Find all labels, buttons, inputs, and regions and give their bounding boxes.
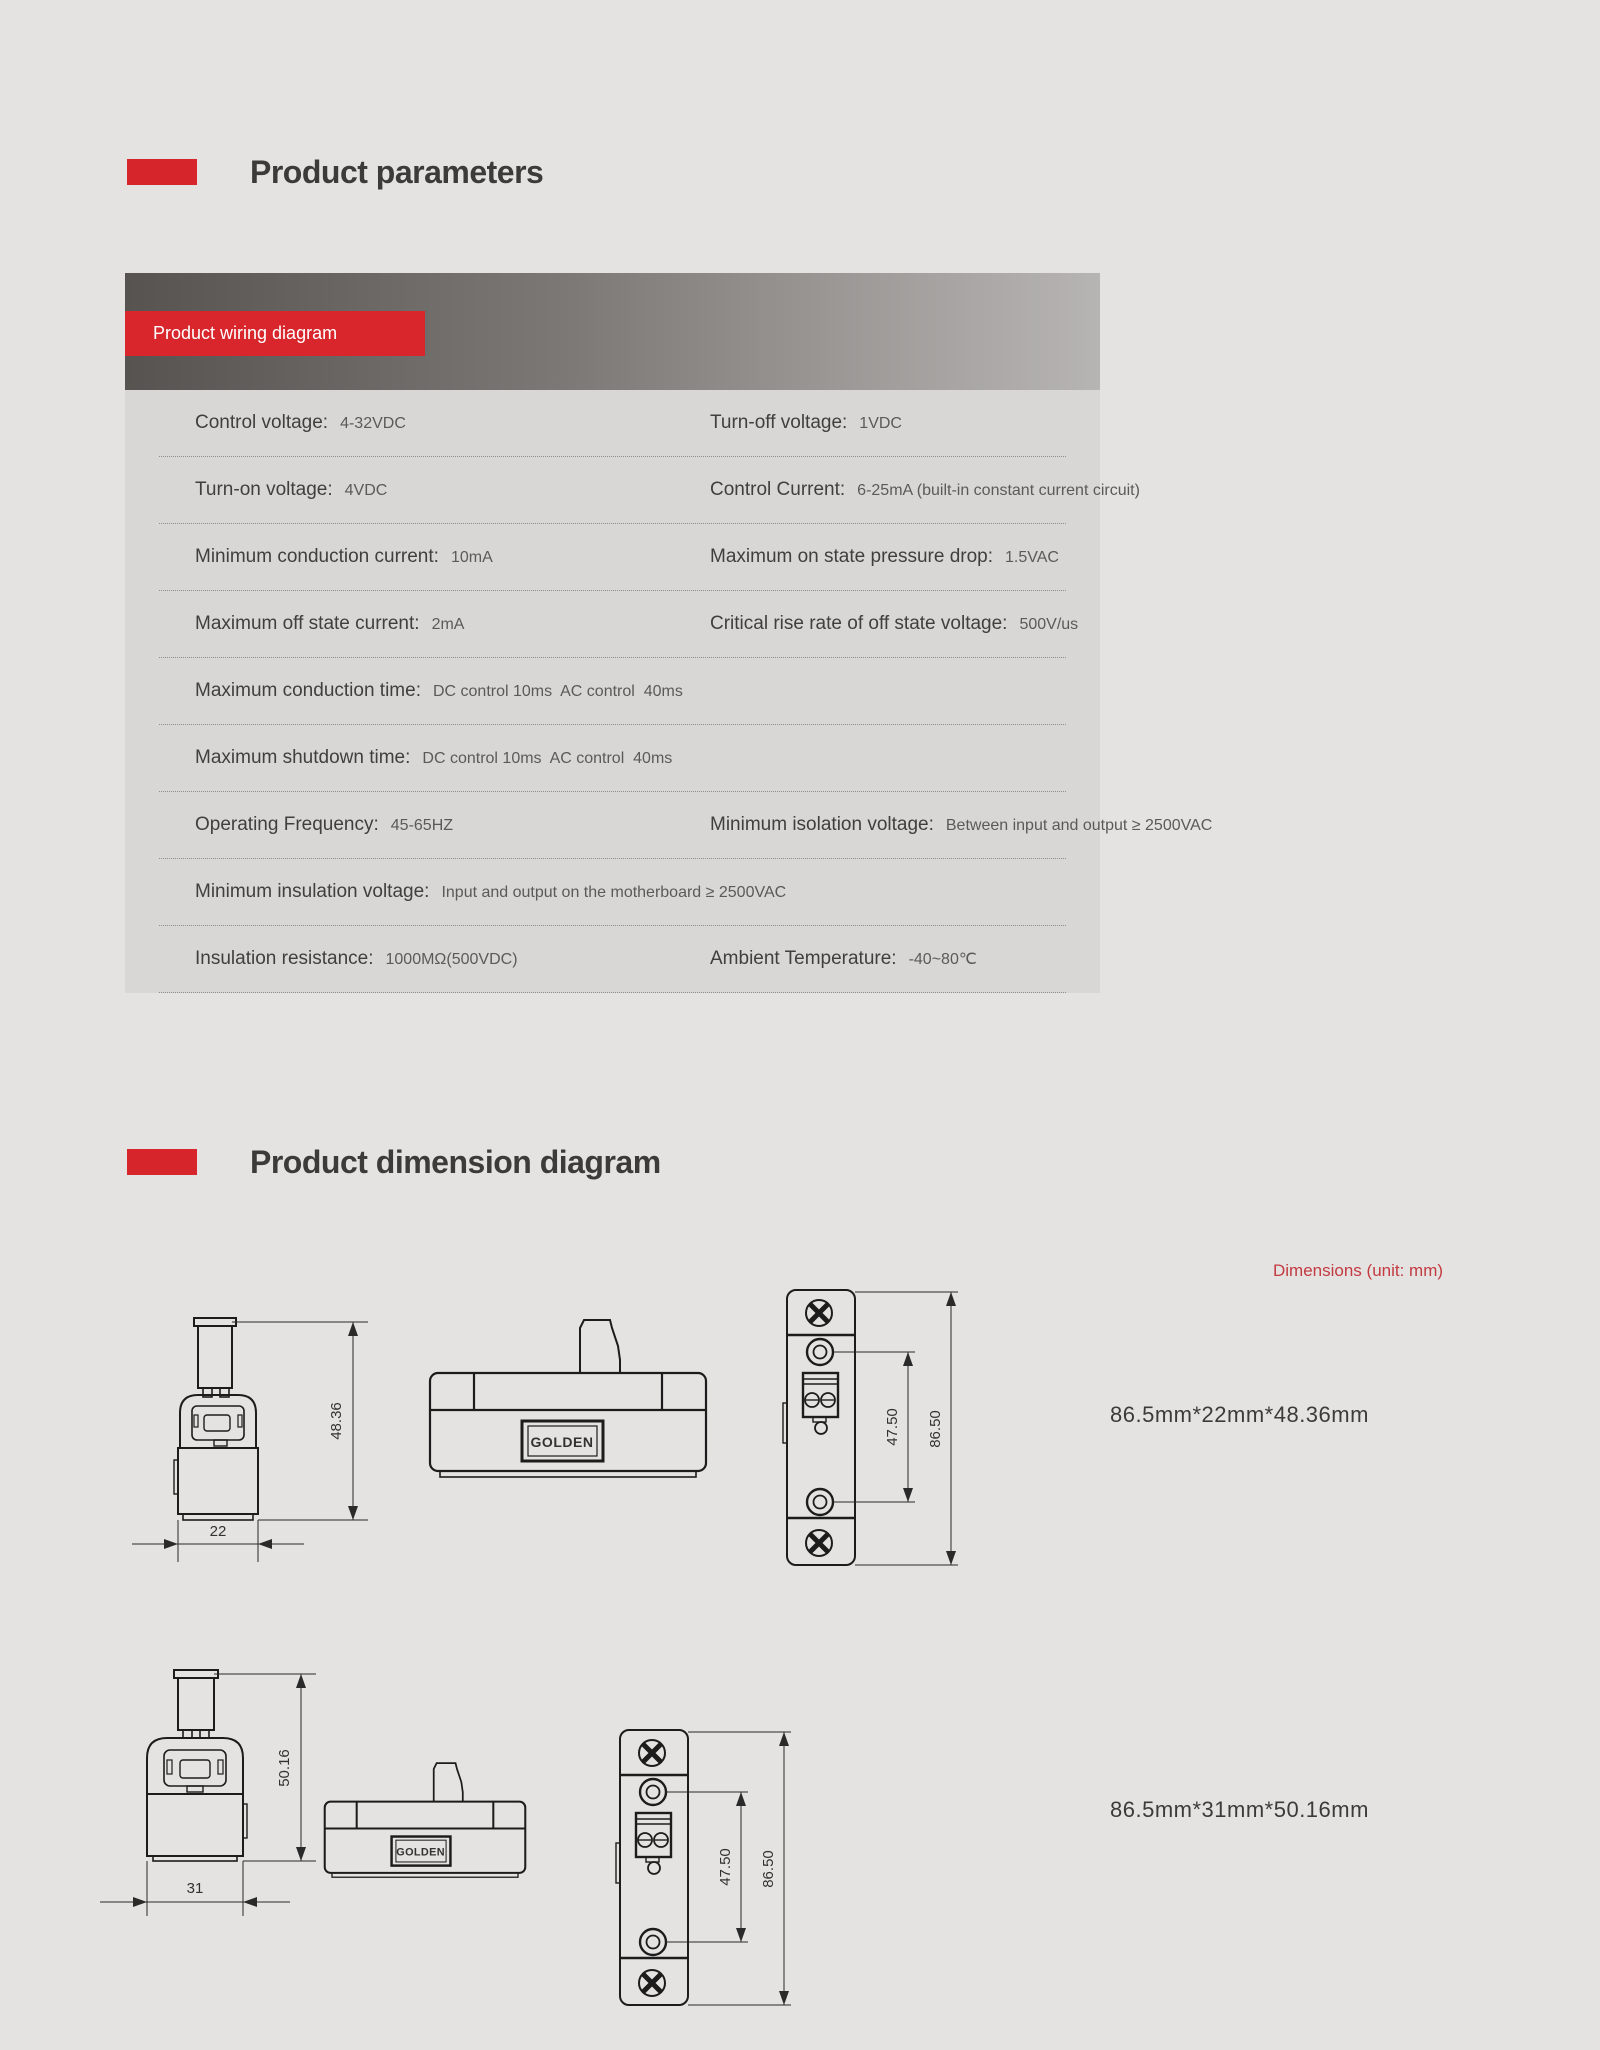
- param-value: Between input and output ≥ 2500VAC: [945, 817, 1213, 834]
- side-view-drawing-variant2: [50, 1664, 330, 1929]
- hole-pitch-dim-label: 47.50: [884, 1408, 901, 1446]
- red-accent-bar: [127, 1149, 197, 1175]
- param-value: -40~80℃: [908, 951, 977, 968]
- length-dim-label: 86.50: [927, 1410, 944, 1448]
- param-label: Maximum on state pressure drop:: [710, 546, 994, 567]
- param-cell: [710, 412, 902, 434]
- param-label: Critical rise rate of off state voltage:: [710, 613, 1008, 634]
- param-value: 4VDC: [344, 482, 388, 499]
- size-text-variant2: 86.5mm*31mm*50.16mm: [1110, 1797, 1369, 1822]
- param-value: 1000MΩ(500VDC): [385, 951, 518, 968]
- param-cell: [710, 479, 1140, 501]
- dimensions-section-title: Product dimension diagram: [250, 1143, 661, 1180]
- side-view-svg: [50, 1664, 330, 1924]
- parameters-section-title: Product parameters: [250, 153, 544, 190]
- table-row: [159, 725, 1066, 792]
- top-view-drawing-variant1: [780, 1283, 980, 1578]
- param-label: Maximum off state current:: [195, 613, 420, 634]
- param-cell: [195, 613, 710, 635]
- param-cell: [195, 412, 710, 434]
- table-row: [159, 524, 1066, 591]
- length-dim-label: 86.50: [760, 1850, 777, 1888]
- param-cell: [195, 881, 786, 903]
- front-view-svg: [316, 1760, 534, 1884]
- brand-label: GOLDEN: [530, 1434, 594, 1450]
- param-cell: [195, 948, 710, 970]
- param-value: 500V/us: [1019, 616, 1079, 633]
- width-dim-label: 22: [209, 1523, 227, 1540]
- wiring-diagram-tag: Product wiring diagram: [125, 311, 425, 356]
- param-cell: [710, 814, 1212, 836]
- table-row: [159, 926, 1066, 993]
- param-value: 6-25mA (built-in constant current circuit): [857, 482, 1140, 499]
- height-dim-label: 48.36: [328, 1402, 345, 1440]
- table-row: [159, 457, 1140, 524]
- param-label: Minimum conduction current:: [195, 546, 439, 567]
- param-value: Input and output on the motherboard ≥ 2500VAC: [441, 884, 787, 901]
- table-row: [159, 591, 1079, 658]
- top-view-svg: [613, 1723, 813, 2013]
- table-row: [159, 658, 1066, 725]
- param-label: Minimum isolation voltage:: [710, 814, 934, 835]
- front-view-drawing-variant2: [316, 1760, 534, 1889]
- top-view-drawing-variant2: [613, 1723, 813, 2018]
- front-view-svg: [418, 1316, 718, 1486]
- param-value: DC control 10ms AC control 40ms: [432, 683, 683, 700]
- param-cell: [710, 546, 1059, 568]
- param-value: 10mA: [450, 549, 493, 566]
- width-dim-label: 31: [186, 1880, 204, 1897]
- param-value: 45-65HZ: [390, 817, 454, 834]
- param-value: 4-32VDC: [340, 415, 406, 432]
- param-cell: [195, 546, 710, 568]
- param-label: Insulation resistance:: [195, 948, 374, 969]
- parameters-rows: [125, 390, 1213, 993]
- param-cell: [195, 814, 710, 836]
- top-view-svg: [780, 1283, 980, 1573]
- dimensions-section-header: [127, 1142, 661, 1182]
- side-view-drawing-variant1: [120, 1296, 400, 1581]
- param-label: Control Current:: [710, 479, 846, 500]
- param-cell: [710, 948, 977, 970]
- red-accent-bar: [127, 159, 197, 185]
- param-cell: [195, 747, 672, 769]
- front-view-drawing-variant1: [418, 1316, 718, 1491]
- table-row: [159, 390, 1066, 457]
- table-row: [159, 792, 1213, 859]
- param-value: 1VDC: [859, 415, 902, 432]
- param-label: Maximum conduction time:: [195, 680, 421, 701]
- param-cell: [710, 613, 1078, 635]
- param-label: Turn-off voltage:: [710, 412, 848, 433]
- param-value: 1.5VAC: [1005, 549, 1059, 566]
- parameters-section-header: [127, 152, 543, 192]
- brand-label: GOLDEN: [396, 1846, 446, 1859]
- param-label: Turn-on voltage:: [195, 479, 333, 500]
- size-text-variant1: 86.5mm*22mm*48.36mm: [1110, 1402, 1369, 1427]
- param-label: Minimum insulation voltage:: [195, 881, 430, 902]
- param-value: 2mA: [431, 616, 465, 633]
- param-label: Ambient Temperature:: [710, 948, 897, 969]
- side-view-svg: [120, 1296, 400, 1576]
- param-cell: [195, 479, 710, 501]
- dimensions-unit-note: Dimensions (unit: mm): [1273, 1261, 1444, 1280]
- height-dim-label: 50.16: [276, 1749, 293, 1787]
- table-row: [159, 859, 1066, 926]
- param-label: Operating Frequency:: [195, 814, 379, 835]
- hole-pitch-dim-label: 47.50: [717, 1848, 734, 1886]
- parameters-panel: [125, 273, 1213, 993]
- param-cell: [195, 680, 683, 702]
- param-value: DC control 10ms AC control 40ms: [422, 750, 673, 767]
- param-label: Control voltage:: [195, 412, 329, 433]
- param-label: Maximum shutdown time:: [195, 747, 411, 768]
